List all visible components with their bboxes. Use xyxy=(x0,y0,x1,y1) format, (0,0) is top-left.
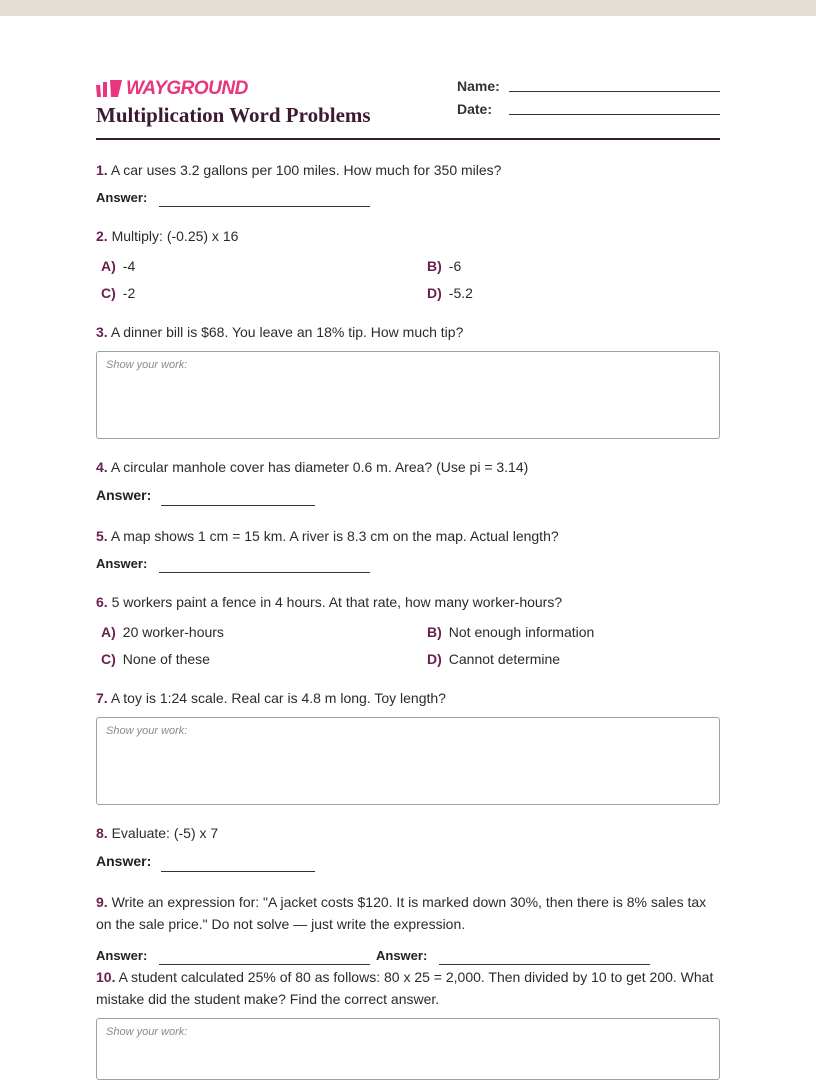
work-area[interactable] xyxy=(96,351,720,439)
option-letter: C) xyxy=(101,285,116,301)
question-number: 4. xyxy=(96,459,108,475)
question-text: Write an expression for: "A jacket costs $120. It is marked down 30%, then there is 8% sales tax on the sale price." Do not solve — just write the expression. xyxy=(96,894,707,932)
work-placeholder: Show your work: xyxy=(106,1026,188,1038)
question-number: 5. xyxy=(96,528,108,544)
option-letter: B) xyxy=(427,258,442,274)
question-number: 3. xyxy=(96,324,108,340)
brand-logo xyxy=(96,78,248,100)
worksheet-title: Multiplication Word Problems xyxy=(96,103,371,127)
question-10 xyxy=(96,966,720,1010)
question-text: A map shows 1 cm = 15 km. A river is 8.3 cm on the map. Actual length? xyxy=(110,528,559,544)
question-text: A car uses 3.2 gallons per 100 miles. How much for 350 miles? xyxy=(110,162,502,178)
question-8 xyxy=(96,822,720,844)
option-text: Cannot determine xyxy=(448,651,561,667)
work-placeholder: Show your work: xyxy=(106,359,188,371)
question-text: A toy is 1:24 scale. Real car is 4.8 m long. Toy length? xyxy=(110,690,446,706)
question-9 xyxy=(96,891,720,935)
option-letter: A) xyxy=(101,258,116,274)
option-letter: D) xyxy=(427,651,442,667)
option-text: -6 xyxy=(448,258,462,274)
answer-field[interactable] xyxy=(161,871,315,872)
option-a[interactable] xyxy=(101,624,224,640)
option-text: -2 xyxy=(122,285,136,301)
question-text: Evaluate: (-5) x 7 xyxy=(111,825,219,841)
question-number: 9. xyxy=(96,894,108,910)
question-text: A dinner bill is $68. You leave an 18% tip. How much tip? xyxy=(110,324,464,340)
option-letter: B) xyxy=(427,624,442,640)
work-area[interactable] xyxy=(96,717,720,805)
brand-name: WAYGROUND xyxy=(126,78,248,99)
option-text: 20 worker-hours xyxy=(122,624,224,640)
question-3 xyxy=(96,321,720,343)
name-field[interactable] xyxy=(509,91,720,92)
top-bar xyxy=(0,0,816,16)
question-number: 6. xyxy=(96,594,108,610)
work-placeholder: Show your work: xyxy=(106,725,188,737)
answer-field[interactable] xyxy=(159,964,370,965)
answer-field[interactable] xyxy=(161,505,315,506)
question-text: A circular manhole cover has diameter 0.6 m. Area? (Use pi = 3.14) xyxy=(110,459,529,475)
question-text: A student calculated 25% of 80 as follows: 80 x 25 = 2,000. Then divided by 10 to get 200. What mistake did the student make? Find the correct answer. xyxy=(96,969,714,1007)
question-4 xyxy=(96,456,720,478)
question-number: 1. xyxy=(96,162,108,178)
option-c[interactable] xyxy=(101,285,135,301)
question-number: 8. xyxy=(96,825,108,841)
option-text: None of these xyxy=(122,651,210,667)
work-area[interactable] xyxy=(96,1018,720,1080)
question-number: 10. xyxy=(96,969,116,985)
option-text: Not enough information xyxy=(448,624,595,640)
answer-label: Answer: xyxy=(96,487,152,503)
name-label: Name: xyxy=(457,78,500,94)
answer-field[interactable] xyxy=(159,206,370,207)
answer-label: Answer: xyxy=(96,556,148,571)
date-label: Date: xyxy=(457,101,493,117)
option-b[interactable] xyxy=(427,624,594,640)
answer-label: Answer: xyxy=(96,853,152,869)
answer-field[interactable] xyxy=(439,964,650,965)
option-c[interactable] xyxy=(101,651,210,667)
option-a[interactable] xyxy=(101,258,135,274)
option-text: -5.2 xyxy=(448,285,473,301)
option-d[interactable] xyxy=(427,651,560,667)
option-letter: A) xyxy=(101,624,116,640)
answer-field[interactable] xyxy=(159,572,370,573)
option-text: -4 xyxy=(122,258,136,274)
header-divider xyxy=(96,138,720,140)
option-d[interactable] xyxy=(427,285,473,301)
question-7 xyxy=(96,687,720,709)
question-5 xyxy=(96,525,720,547)
question-text: 5 workers paint a fence in 4 hours. At that rate, how many worker-hours? xyxy=(111,594,563,610)
date-field[interactable] xyxy=(509,114,720,115)
option-b[interactable] xyxy=(427,258,461,274)
answer-label: Answer: xyxy=(96,190,148,205)
question-6 xyxy=(96,591,720,613)
question-2 xyxy=(96,225,720,247)
question-text: Multiply: (-0.25) x 16 xyxy=(111,228,239,244)
answer-label: Answer: xyxy=(376,948,428,963)
option-letter: D) xyxy=(427,285,442,301)
question-number: 7. xyxy=(96,690,108,706)
answer-label: Answer: xyxy=(96,948,148,963)
option-letter: C) xyxy=(101,651,116,667)
question-number: 2. xyxy=(96,228,108,244)
question-1 xyxy=(96,159,720,181)
wayground-logo-icon xyxy=(96,79,122,99)
